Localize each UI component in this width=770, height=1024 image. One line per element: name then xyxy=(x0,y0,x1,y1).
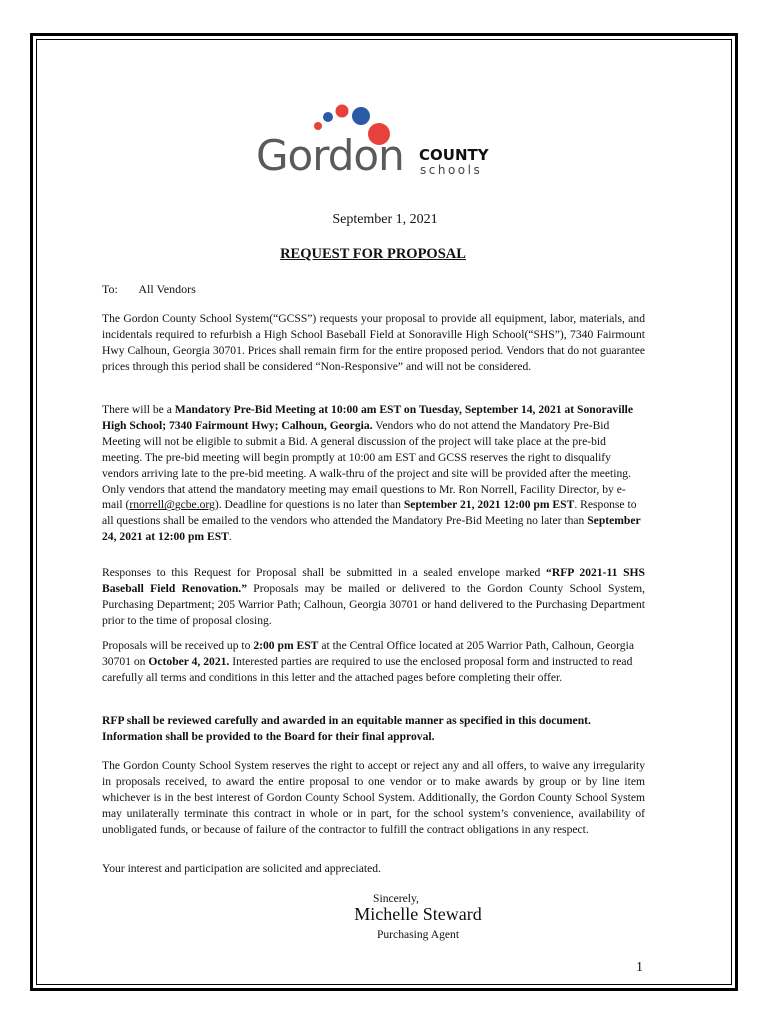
logo-gordon-text: Gordon xyxy=(256,131,404,180)
gordon-county-schools-logo xyxy=(256,102,496,182)
paragraph-submission xyxy=(102,565,645,629)
p4-text-2: at the Central Office located at 205 Warrior Path, Calhoun, Georgia 30701 on xyxy=(102,639,634,668)
signature-name: Michelle Steward xyxy=(354,904,482,924)
paragraph-deadline xyxy=(102,638,645,686)
p3-bold-rfp: “RFP 2021-11 SHS Baseball Field Renovation.” xyxy=(102,566,646,595)
p2-text-5: . xyxy=(228,530,232,544)
p2-text-2: Vendors who do not attend the Mandatory Pre-Bid Meeting will not be eligible to submit a Bid. A general discussion of the project will take place at the pre-bid meeting. The pre-bid meeting will begin promptly at 10:00 am EST and GCSS reserves the right to disqualify vendors arriving late to the pre-bid meeting. A walk-thru of the project and site will be provided after the meeting. Only vendors that attend the mandatory meeting may email questions to Mr. Ron Norrell, Facility Director, by e-mail ( xyxy=(102,418,631,512)
paragraph-intro: The Gordon County School System(“GCSS”) requests your proposal to provide all equipment, labor, materials, and incidentals required to refurbish a High School Baseball Field at Sonoraville High School(“SHS”), 7340 Fairmount Hwy Calhoun, Georgia 30701. Prices shall remain firm for the entire proposed period. Vendors that do not guarantee prices through this period shall be considered “Non-Responsive” and will not be considered. xyxy=(102,312,645,373)
p3-text-2: Proposals may be mailed or delivered to the Gordon County School System, Purchasing Department; 205 Warrior Path; Calhoun, Georgia 30701 or hand delivered to the Purchasing Department prior to the time of proposal closing. xyxy=(102,581,646,627)
logo-dot-3 xyxy=(336,105,349,118)
logo-dot-1 xyxy=(314,122,322,130)
paragraph-review-notice: RFP shall be reviewed carefully and awarded in an equitable manner as specified in this document. Information shall be provided to the Board for their final approval. xyxy=(102,714,591,743)
paragraph-thanks: Your interest and participation are solicited and appreciated. xyxy=(102,862,381,875)
to-value: All Vendors xyxy=(138,282,196,296)
p2-text-1: There will be a xyxy=(102,403,175,416)
document-heading: REQUEST FOR PROPOSAL xyxy=(280,246,466,262)
logo-dot-2 xyxy=(323,112,333,122)
to-label: To: xyxy=(102,282,118,296)
closing: Sincerely, xyxy=(373,892,419,905)
logo-county-text: COUNTY xyxy=(419,146,489,164)
p4-text-3: Interested parties are required to use the enclosed proposal form and instructed to read carefully all terms and conditions in this letter and the attached pages before completing their offer. xyxy=(102,654,633,684)
p3-text-1: Responses to this Request for Proposal shall be submitted in a sealed envelope marked xyxy=(102,566,547,579)
letter-date: September 1, 2021 xyxy=(332,212,438,227)
p2-bold-response-date: September 24, 2021 at 12:00 pm EST xyxy=(102,514,641,544)
p4-bold-time: 2:00 pm EST xyxy=(253,639,319,652)
logo-dot-4 xyxy=(352,107,370,125)
p4-text-1: Proposals will be received up to xyxy=(102,639,254,652)
p2-text-4: . Response to all questions shall be emailed to the vendors who attended the Mandatory Pre-Bid Meeting no later than xyxy=(102,498,637,528)
logo-schools-text: schools xyxy=(420,163,483,177)
p2-text-3: ). Deadline for questions is no later than xyxy=(214,498,404,512)
p4-bold-date: October 4, 2021. xyxy=(148,654,230,668)
p2-bold-deadline: September 21, 2021 12:00 pm EST xyxy=(403,498,575,512)
page-number: 1 xyxy=(636,960,643,975)
p2-bold-meeting: Mandatory Pre-Bid Meeting at 10:00 am EST on Tuesday, September 14, 2021 at Sonoraville High School; 7340 Fairmount Hwy; Calhoun, Georgia. xyxy=(102,403,634,432)
signature-title: Purchasing Agent xyxy=(376,928,460,941)
logo-graphic xyxy=(256,102,496,182)
paragraph-pre-bid xyxy=(102,402,645,545)
email-link[interactable]: rnorrell@gcbe.org xyxy=(129,498,215,512)
paragraph-rights: The Gordon County School System reserves the right to accept or reject any and all offers, to waive any irregularity in proposals received, to award the entire proposal to one vendor or to make awards by group or by line item whichever is in the best interest of Gordon County School System. Additionally, the Gordon County School System may unilaterally terminate this contract in whole or in part, for the school system’s convenience, availability of unobligated funds, or because of failure of the contractor to fulfill the contract obligations in any respect. xyxy=(102,759,645,836)
recipient-line xyxy=(102,282,196,297)
